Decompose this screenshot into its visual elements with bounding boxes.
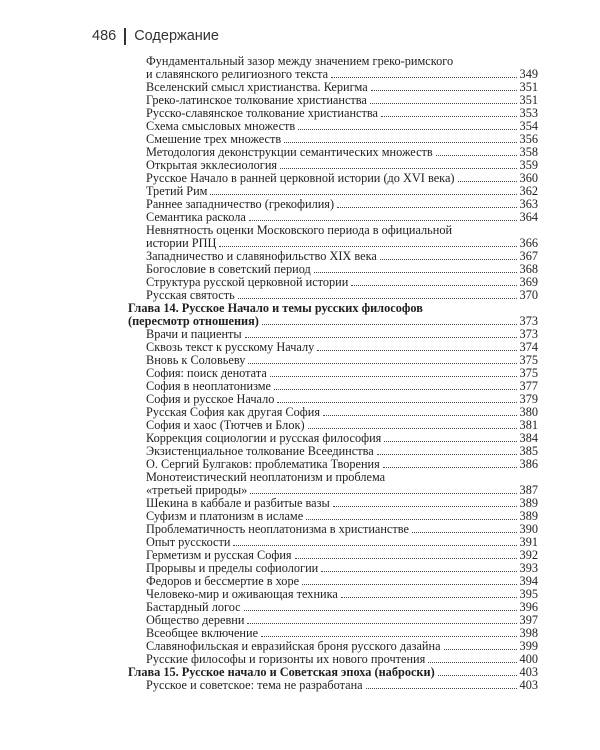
- entry-page-number: 400: [519, 652, 538, 666]
- entry-title: Опыт русскости: [146, 535, 231, 549]
- toc-entry: [128, 224, 538, 250]
- entry-title-line: Монотеистический неоплатонизм и проблема: [146, 470, 386, 484]
- entry-title: Методология деконструкции семантических множеств: [146, 145, 433, 159]
- entry-page-number: 385: [519, 444, 538, 458]
- entry-title: София в неоплатонизме: [146, 379, 271, 393]
- header-divider: [124, 28, 126, 45]
- dot-leader: [274, 389, 517, 390]
- dot-leader: [458, 181, 517, 182]
- entry-title: Смешение трех множеств: [146, 132, 282, 146]
- entry-page-number: 399: [519, 639, 538, 653]
- dot-leader: [351, 285, 516, 286]
- entry-title: Семантика раскола: [146, 210, 246, 224]
- entry-page-number: 381: [519, 418, 538, 432]
- entry-page-number: 391: [519, 535, 538, 549]
- dot-leader: [210, 194, 516, 195]
- entry-page-number: 360: [519, 171, 538, 185]
- dot-leader: [238, 298, 517, 299]
- entry-page-number: 354: [519, 119, 538, 133]
- entry-title: Русская София как другая София: [146, 405, 320, 419]
- dot-leader: [249, 220, 517, 221]
- entry-title: Герметизм и русская София: [146, 548, 292, 562]
- entry-title: Общество деревни: [146, 613, 245, 627]
- toc-entry: [128, 55, 538, 81]
- entry-page-number: 370: [519, 288, 538, 302]
- header-title: Содержание: [134, 28, 219, 44]
- toc-entry: [128, 679, 538, 692]
- entry-title: Вновь к Соловьеву: [146, 353, 246, 367]
- dot-leader: [321, 571, 516, 572]
- dot-leader: [438, 675, 517, 676]
- entry-page-number: 364: [519, 210, 538, 224]
- dot-leader: [248, 363, 516, 364]
- dot-leader: [233, 545, 516, 546]
- entry-page-number: 392: [519, 548, 538, 562]
- entry-page-number: 390: [519, 522, 538, 536]
- entry-title: Славянофильская и евразийская броня русского дазайна: [146, 639, 441, 653]
- dot-leader: [277, 402, 516, 403]
- entry-page-number: 398: [519, 626, 538, 640]
- entry-page-number: 389: [519, 496, 538, 510]
- dot-leader: [280, 168, 516, 169]
- entry-title: и славянского религиозного текста: [146, 67, 329, 81]
- entry-page-number: 362: [519, 184, 538, 198]
- entry-title: Федоров и бессмертие в хоре: [146, 574, 300, 588]
- entry-page-number: 393: [519, 561, 538, 575]
- entry-title: Русские философы и горизонты их нового прочтения: [146, 652, 426, 666]
- entry-page-number: 374: [519, 340, 538, 354]
- entry-page-number: 359: [519, 158, 538, 172]
- dot-leader: [317, 350, 516, 351]
- entry-title: Русская святость: [146, 288, 235, 302]
- entry-title: Суфизм и платонизм в исламе: [146, 509, 304, 523]
- dot-leader: [250, 493, 516, 494]
- dot-leader: [436, 155, 517, 156]
- entry-page-number: 351: [519, 80, 538, 94]
- entry-page-number: 380: [519, 405, 538, 419]
- dot-leader: [383, 467, 517, 468]
- dot-leader: [247, 623, 516, 624]
- entry-page-number: 363: [519, 197, 538, 211]
- dot-leader: [444, 649, 517, 650]
- entry-page-number: 394: [519, 574, 538, 588]
- dot-leader: [323, 415, 517, 416]
- running-header: [92, 25, 219, 47]
- table-of-contents: [128, 55, 538, 692]
- entry-page-number: 403: [519, 665, 538, 679]
- dot-leader: [314, 272, 517, 273]
- entry-title: О. Сергий Булгаков: проблематика Творения: [146, 457, 380, 471]
- dot-leader: [245, 337, 517, 338]
- dot-leader: [371, 90, 517, 91]
- entry-title: Проблематичность неоплатонизма в христианстве: [146, 522, 409, 536]
- entry-title: Греко-латинское толкование христианства: [146, 93, 367, 107]
- entry-page-number: 384: [519, 431, 538, 445]
- dot-leader: [428, 662, 516, 663]
- entry-page-number: 368: [519, 262, 538, 276]
- entry-title: София и русское Начало: [146, 392, 275, 406]
- dot-leader: [384, 441, 516, 442]
- dot-leader: [219, 246, 516, 247]
- entry-page-number: 396: [519, 600, 538, 614]
- dot-leader: [331, 77, 516, 78]
- entry-page-number: 358: [519, 145, 538, 159]
- entry-title: Сквозь текст к русскому Началу: [146, 340, 315, 354]
- page-number: 486: [92, 28, 117, 44]
- dot-leader: [295, 558, 517, 559]
- entry-page-number: 356: [519, 132, 538, 146]
- dot-leader: [261, 636, 517, 637]
- entry-title: Коррекция социологии и русская философия: [146, 431, 382, 445]
- entry-title: Врачи и пациенты: [146, 327, 242, 341]
- entry-title: Схема смысловых множеств: [146, 119, 296, 133]
- entry-title: истории РПЦ: [146, 236, 217, 250]
- entry-title: Русско-славянское толкование христианства: [146, 106, 378, 120]
- entry-page-number: 353: [519, 106, 538, 120]
- dot-leader: [270, 376, 517, 377]
- entry-title: (пересмотр отношения): [128, 314, 259, 328]
- entry-title: Человеко-мир и оживающая техника: [146, 587, 338, 601]
- entry-page-number: 395: [519, 587, 538, 601]
- entry-title: Прорывы и пределы софиологии: [146, 561, 319, 575]
- dot-leader: [308, 428, 517, 429]
- entry-page-number: 375: [519, 366, 538, 380]
- entry-page-number: 397: [519, 613, 538, 627]
- entry-title: Вселенский смысл христианства. Керигма: [146, 80, 368, 94]
- dot-leader: [302, 584, 516, 585]
- entry-title: «третьей природы»: [146, 483, 248, 497]
- entry-title: Русское и советское: тема не разработана: [146, 678, 363, 692]
- entry-title: Западничество и славянофильство XIX века: [146, 249, 377, 263]
- entry-title: Богословие в советский период: [146, 262, 311, 276]
- entry-page-number: 373: [519, 314, 538, 328]
- entry-page-number: 351: [519, 93, 538, 107]
- entry-page-number: 377: [519, 379, 538, 393]
- entry-title: София: поиск денотата: [146, 366, 267, 380]
- entry-title: Глава 15. Русское начало и Советская эпоха (наброски): [128, 665, 435, 679]
- entry-page-number: 367: [519, 249, 538, 263]
- entry-title: Экзистенциальное толкование Всеединства: [146, 444, 374, 458]
- dot-leader: [380, 259, 517, 260]
- dot-leader: [262, 324, 517, 325]
- dot-leader: [366, 688, 517, 689]
- dot-leader: [306, 519, 516, 520]
- entry-page-number: 369: [519, 275, 538, 289]
- entry-page-number: 387: [519, 483, 538, 497]
- entry-title: Структура русской церковной истории: [146, 275, 349, 289]
- entry-page-number: 373: [519, 327, 538, 341]
- dot-leader: [341, 597, 517, 598]
- entry-title: Третий Рим: [146, 184, 208, 198]
- dot-leader: [377, 454, 517, 455]
- entry-title: София и хаос (Тютчев и Блок): [146, 418, 305, 432]
- entry-title-line: Фундаментальный зазор между значением греко-римского: [146, 54, 454, 68]
- dot-leader: [370, 103, 517, 104]
- dot-leader: [412, 532, 517, 533]
- dot-leader: [298, 129, 516, 130]
- entry-title: Русское Начало в ранней церковной истории (до XVI века): [146, 171, 455, 185]
- entry-page-number: 386: [519, 457, 538, 471]
- toc-entry: [128, 471, 538, 497]
- entry-title: Всеобщее включение: [146, 626, 259, 640]
- dot-leader: [244, 610, 517, 611]
- dot-leader: [333, 506, 517, 507]
- entry-title-line: Невнятность оценки Московского периода в официальной: [146, 223, 453, 237]
- dot-leader: [381, 116, 517, 117]
- entry-page-number: 379: [519, 392, 538, 406]
- entry-title: Бастардный логос: [146, 600, 241, 614]
- chapter-entry: [128, 302, 538, 328]
- entry-title: Открытая экклесиология: [146, 158, 278, 172]
- entry-title: Шекина в каббале и разбитые вазы: [146, 496, 330, 510]
- entry-page-number: 403: [519, 678, 538, 692]
- entry-page-number: 366: [519, 236, 538, 250]
- entry-page-number: 349: [519, 67, 538, 81]
- entry-title-line: Глава 14. Русское Начало и темы русских философов: [128, 301, 423, 315]
- dot-leader: [337, 207, 517, 208]
- entry-page-number: 375: [519, 353, 538, 367]
- entry-title: Раннее западничество (грекофилия): [146, 197, 335, 211]
- dot-leader: [284, 142, 516, 143]
- entry-page-number: 389: [519, 509, 538, 523]
